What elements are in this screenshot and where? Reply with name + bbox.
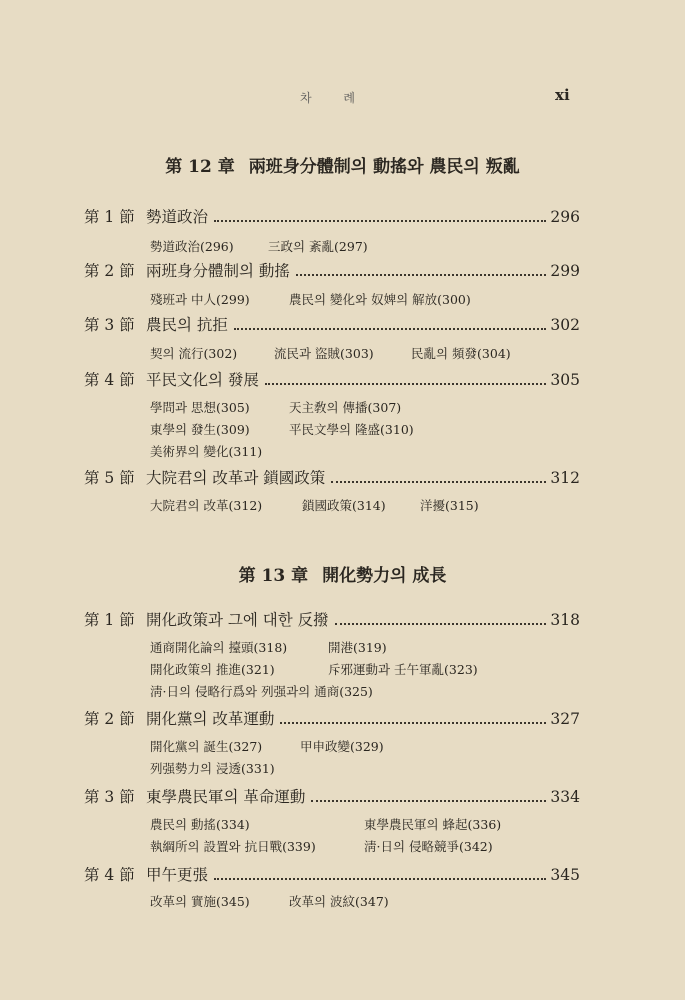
section-number: 第 3 節 [84,788,135,806]
subsection[interactable]: 列强勢力의 浸透(331) [150,761,275,776]
section-title: 農民의 抗拒 [146,316,228,334]
subsection[interactable]: 大院君의 改革(312) [150,498,263,513]
subsection[interactable]: 通商開化論의 擡頭(318) [150,640,288,655]
subsection[interactable]: 契의 流行(302) [150,346,238,361]
subsection[interactable]: 流民과 盜賊(303) [274,346,374,361]
subsection[interactable]: 開化政策의 推進(321) [150,662,275,677]
subsection[interactable]: 民亂의 頻發(304) [411,346,511,361]
dot-leader [335,622,547,625]
subsection[interactable]: 三政의 紊亂(297) [268,239,368,254]
subsection[interactable]: 淸·日의 侵略競爭(342) [364,839,493,854]
subsection[interactable]: 勢道政治(296) [150,239,234,254]
subsection[interactable]: 斥邪運動과 壬午軍亂(323) [328,662,478,677]
subsection[interactable]: 美術界의 變化(311) [150,444,263,459]
subsection[interactable]: 淸·日의 侵略行爲와 列强과의 通商(325) [150,684,373,699]
section-number: 第 2 節 [84,262,135,280]
dot-leader [234,327,547,330]
subsection[interactable]: 農民의 動搖(334) [150,817,250,832]
toc-section[interactable] [84,707,580,729]
dot-leader [265,382,547,385]
subsection[interactable]: 殘班과 中人(299) [150,292,250,307]
section-title: 平民文化의 發展 [146,371,259,389]
section-number: 第 4 節 [84,866,135,884]
subsection[interactable]: 平民文學의 隆盛(310) [289,422,414,437]
section-page: 305 [550,371,580,389]
running-header-title: 차 례 [300,91,369,105]
section-page: 296 [550,208,580,226]
dot-leader [311,799,546,802]
toc-section[interactable] [84,466,580,488]
subsection[interactable]: 學問과 思想(305) [150,400,250,415]
section-page: 302 [550,316,580,334]
section-number: 第 1 節 [84,611,135,629]
chapter-title: 兩班身分體制의 動搖와 農民의 叛亂 [248,157,520,177]
toc-section[interactable] [84,608,580,630]
subsection[interactable]: 洋擾(315) [420,498,479,513]
chapter-title: 開化勢力의 成長 [322,566,447,586]
section-page: 334 [550,788,580,806]
page-number: xi [555,86,570,104]
section-page: 312 [550,469,580,487]
subsection[interactable]: 開港(319) [328,640,387,655]
section-page: 345 [550,866,580,884]
toc-section[interactable] [84,313,580,335]
subsection[interactable]: 改革의 波紋(347) [289,894,389,909]
dot-leader [214,877,546,880]
chapter-label: 第 12 章 [165,157,235,177]
section-title: 東學農民軍의 革命運動 [146,788,306,806]
chapter-label: 第 13 章 [238,566,309,586]
subsection[interactable]: 鎖國政策(314) [302,498,386,513]
section-page: 299 [550,262,580,280]
section-page: 318 [550,611,580,629]
dot-leader [214,219,546,222]
chapter-heading [0,152,685,177]
section-number: 第 5 節 [84,469,135,487]
section-number: 第 4 節 [84,371,135,389]
section-page: 327 [550,710,580,728]
toc-section[interactable] [84,259,580,281]
subsection[interactable]: 改革의 實施(345) [150,894,250,909]
dot-leader [296,273,547,276]
subsection[interactable]: 東學의 發生(309) [150,422,250,437]
toc-section[interactable] [84,785,580,807]
subsection[interactable]: 甲申政變(329) [300,739,384,754]
section-title: 開化政策과 그에 대한 反撥 [146,611,329,629]
section-title: 開化黨의 改革運動 [146,710,275,728]
section-number: 第 1 節 [84,208,135,226]
toc-section[interactable] [84,863,580,885]
subsection[interactable]: 天主敎의 傳播(307) [289,400,402,415]
dot-leader [280,721,546,724]
section-title: 大院君의 改革과 鎖國政策 [146,469,326,487]
section-title: 甲午更張 [146,866,209,884]
toc-section[interactable] [84,368,580,390]
section-title: 勢道政治 [146,208,209,226]
section-number: 第 3 節 [84,316,135,334]
chapter-heading [0,561,685,586]
section-number: 第 2 節 [84,710,135,728]
subsection[interactable]: 執綱所의 設置와 抗日戰(339) [150,839,316,854]
dot-leader [331,480,546,483]
toc-section[interactable] [84,205,580,227]
section-title: 兩班身分體制의 動搖 [146,262,290,280]
subsection[interactable]: 開化黨의 誕生(327) [150,739,263,754]
subsection[interactable]: 東學農民軍의 蜂起(336) [364,817,502,832]
subsection[interactable]: 農民의 變化와 奴婢의 解放(300) [289,292,471,307]
